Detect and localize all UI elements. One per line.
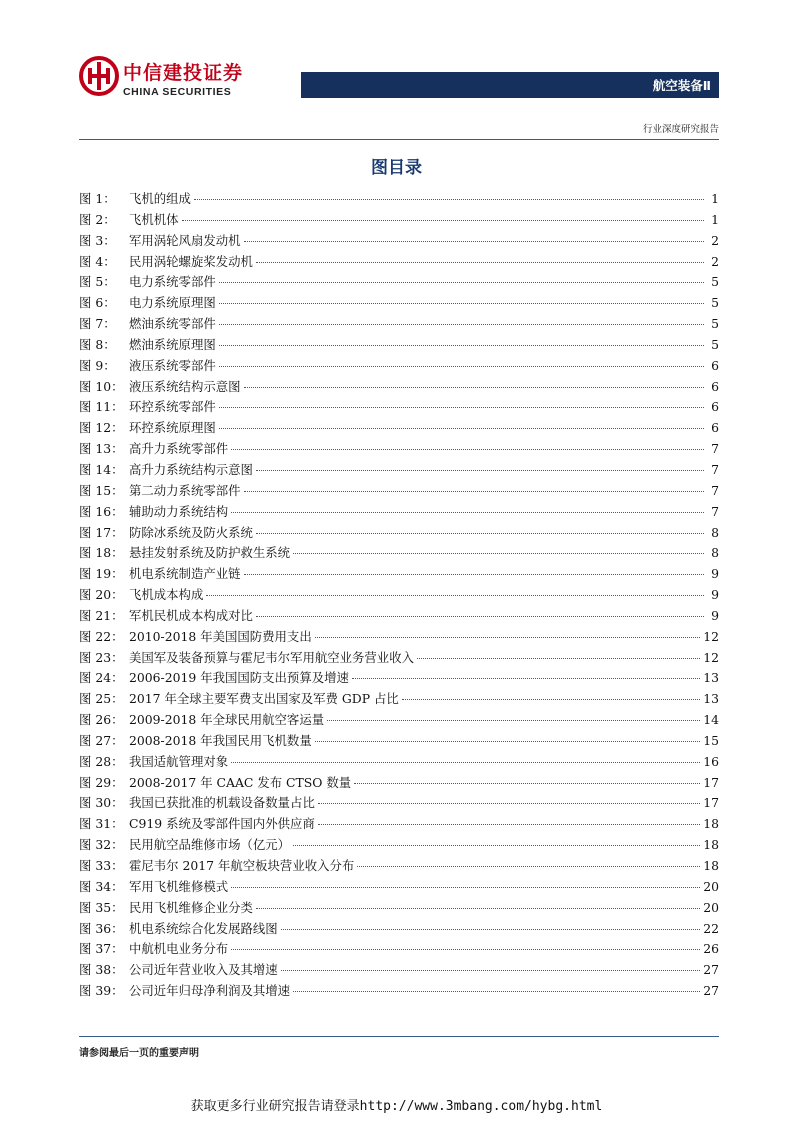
toc-page-number: 18 <box>703 816 719 832</box>
toc-page-number: 7 <box>711 503 719 519</box>
toc-page-number: 5 <box>711 316 719 332</box>
toc-entry[interactable] <box>79 939 719 960</box>
toc-dot-leader <box>354 783 700 784</box>
toc-page-number: 27 <box>703 962 719 978</box>
toc-figure-number: 图 5： <box>79 274 116 290</box>
toc-entry[interactable] <box>79 189 719 210</box>
toc-figure-number: 图 15： <box>79 482 124 498</box>
toc-page-number: 7 <box>711 482 719 498</box>
toc-figure-number: 图 31： <box>79 816 124 832</box>
toc-entry[interactable] <box>79 543 719 564</box>
toc-dot-leader <box>315 741 701 742</box>
toc-figure-title: 我国已获批准的机载设备数量占比 <box>129 795 315 811</box>
toc-dot-leader <box>402 699 700 700</box>
toc-figure-title: 飞机成本构成 <box>129 587 204 603</box>
toc-figure-number: 图 6： <box>79 295 116 311</box>
page-header <box>79 52 719 104</box>
toc-dot-leader <box>315 637 701 638</box>
toc-entry[interactable] <box>79 856 719 877</box>
toc-figure-title: 2008-2017 年 CAAC 发布 CTSO 数量 <box>129 774 352 790</box>
toc-figure-number: 图 35： <box>79 899 124 915</box>
toc-dot-leader <box>231 887 700 888</box>
toc-figure-number: 图 23： <box>79 649 124 665</box>
toc-entry[interactable] <box>79 919 719 940</box>
toc-page-number: 7 <box>711 461 719 477</box>
toc-figure-title: 美国军及装备预算与霍尼韦尔军用航空业务营业收入 <box>129 649 414 665</box>
toc-figure-number: 图 2： <box>79 211 116 227</box>
toc-entry[interactable] <box>79 397 719 418</box>
toc-entry[interactable] <box>79 460 719 481</box>
toc-dot-leader <box>318 803 700 804</box>
toc-figure-number: 图 16： <box>79 503 124 519</box>
toc-figure-number: 图 21： <box>79 607 124 623</box>
toc-page-number: 18 <box>703 858 719 873</box>
toc-page-number: 20 <box>703 878 719 894</box>
toc-page-number: 1 <box>711 211 719 227</box>
toc-figure-title: 电力系统零部件 <box>129 274 216 290</box>
toc-dot-leader <box>244 491 704 492</box>
toc-entry[interactable] <box>79 293 719 314</box>
toc-page-number: 2 <box>711 253 719 269</box>
toc-page-number: 1 <box>711 191 719 206</box>
toc-page-number: 18 <box>703 837 719 853</box>
toc-entry[interactable] <box>79 835 719 856</box>
toc-figure-number: 图 14： <box>79 461 124 477</box>
toc-page-number: 15 <box>703 732 719 748</box>
toc-figure-number: 图 13： <box>79 441 124 457</box>
toc-figure-number: 图 28： <box>79 753 124 769</box>
toc-entry[interactable] <box>79 481 719 502</box>
toc-figure-number: 图 20： <box>79 587 124 603</box>
toc-figure-title: 液压系统结构示意图 <box>129 378 241 394</box>
toc-dot-leader <box>244 574 704 575</box>
toc-figure-number: 图 36： <box>79 920 124 936</box>
toc-figure-number: 图 8： <box>79 336 116 352</box>
toc-entry[interactable] <box>79 252 719 273</box>
toc-page-number: 5 <box>711 295 719 311</box>
toc-figure-title: 燃油系统零部件 <box>129 316 216 332</box>
toc-figure-number: 图 29： <box>79 774 124 790</box>
toc-entry[interactable] <box>79 689 719 710</box>
toc-dot-leader <box>256 533 704 534</box>
toc-dot-leader <box>219 324 704 325</box>
toc-figure-title: 电力系统原理图 <box>129 295 216 311</box>
toc-entry[interactable] <box>79 773 719 794</box>
toc-dot-leader <box>244 387 704 388</box>
toc-figure-number: 图 4： <box>79 253 116 269</box>
toc-page-number: 16 <box>703 753 719 769</box>
toc-figure-title: 军用涡轮风扇发动机 <box>129 232 241 248</box>
logo-english-name: CHINA SECURITIES <box>123 86 232 98</box>
toc-figure-title: 中航机电业务分布 <box>129 941 229 957</box>
toc-dot-leader <box>352 678 700 679</box>
toc-figure-title: 环控系统原理图 <box>129 420 216 436</box>
toc-figure-title: 2008-2018 年我国民用飞机数量 <box>129 732 312 748</box>
toc-entry[interactable] <box>79 356 719 377</box>
toc-dot-leader <box>357 866 700 867</box>
toc-dot-leader <box>293 845 700 846</box>
toc-figure-number: 图 33： <box>79 858 124 873</box>
toc-page-number: 8 <box>711 545 719 561</box>
toc-entry[interactable] <box>79 210 719 231</box>
toc-figure-title: 第二动力系统零部件 <box>129 482 241 498</box>
toc-figure-number: 图 39： <box>79 983 124 999</box>
company-logo <box>79 56 259 100</box>
toc-figure-title: 悬挂发射系统及防护救生系统 <box>129 545 291 561</box>
toc-page-number: 9 <box>711 607 719 623</box>
figure-table-of-contents <box>79 189 719 1002</box>
toc-figure-number: 图 18： <box>79 545 124 561</box>
toc-figure-title: C919 系统及零部件国内外供应商 <box>129 816 315 832</box>
toc-page-number: 13 <box>703 691 719 707</box>
toc-page-number: 9 <box>711 587 719 603</box>
toc-figure-number: 图 30： <box>79 795 124 811</box>
toc-entry[interactable] <box>79 814 719 835</box>
report-type-label: 行业深度研究报告 <box>642 124 719 135</box>
toc-figure-title: 2006-2019 年我国国防支出预算及增速 <box>129 670 349 686</box>
toc-dot-leader <box>231 762 700 763</box>
toc-figure-title: 高升力系统结构示意图 <box>129 461 253 477</box>
toc-figure-number: 图 27： <box>79 732 124 748</box>
toc-page-number: 6 <box>711 357 719 373</box>
toc-page-number: 22 <box>703 920 719 936</box>
toc-dot-leader <box>219 303 704 304</box>
toc-page-number: 12 <box>703 628 719 644</box>
toc-figure-title: 2009-2018 年全球民用航空客运量 <box>129 712 325 728</box>
toc-entry[interactable] <box>79 648 719 669</box>
toc-page-number: 5 <box>711 336 719 352</box>
toc-page-number: 8 <box>711 524 719 540</box>
toc-figure-title: 民用涡轮螺旋桨发动机 <box>129 253 253 269</box>
toc-page-number: 9 <box>711 566 719 582</box>
sector-label: 航空装备Ⅱ <box>652 78 711 93</box>
toc-figure-title: 公司近年归母净利润及其增速 <box>129 983 291 999</box>
toc-dot-leader <box>182 220 704 221</box>
toc-page-number: 12 <box>703 649 719 665</box>
toc-figure-number: 图 24： <box>79 670 124 686</box>
toc-dot-leader <box>231 512 704 513</box>
toc-figure-title: 2010-2018 年美国国防费用支出 <box>129 628 312 644</box>
toc-figure-title: 我国适航管理对象 <box>129 753 229 769</box>
toc-entry[interactable] <box>79 585 719 606</box>
toc-dot-leader <box>327 720 700 721</box>
toc-figure-number: 图 37： <box>79 941 124 957</box>
toc-dot-leader <box>281 970 701 971</box>
toc-dot-leader <box>231 949 700 950</box>
toc-page-number: 6 <box>711 378 719 394</box>
toc-figure-title: 军机民机成本构成对比 <box>129 607 253 623</box>
toc-figure-number: 图 11： <box>79 399 124 415</box>
toc-figure-title: 民用飞机维修企业分类 <box>129 899 253 915</box>
toc-dot-leader <box>231 449 704 450</box>
toc-entry[interactable] <box>79 523 719 544</box>
toc-dot-leader <box>318 824 700 825</box>
toc-figure-title: 民用航空品维修市场（亿元） <box>129 837 291 853</box>
toc-page-number: 5 <box>711 274 719 290</box>
toc-dot-leader <box>417 658 700 659</box>
toc-figure-number: 图 7： <box>79 316 116 332</box>
toc-page-number: 6 <box>711 399 719 415</box>
toc-figure-number: 图 25： <box>79 691 124 707</box>
toc-figure-number: 图 19： <box>79 566 124 582</box>
toc-page-number: 26 <box>703 941 719 957</box>
toc-entry[interactable] <box>79 272 719 293</box>
logo-mark-icon <box>79 56 119 96</box>
toc-page-number: 6 <box>711 420 719 436</box>
toc-page-number: 17 <box>703 795 719 811</box>
toc-figure-title: 公司近年营业收入及其增速 <box>129 962 278 978</box>
toc-figure-number: 图 22： <box>79 628 124 644</box>
toc-dot-leader <box>219 282 704 283</box>
toc-entry[interactable] <box>79 752 719 773</box>
toc-figure-title: 霍尼韦尔 2017 年航空板块营业收入分布 <box>129 858 355 873</box>
toc-entry[interactable] <box>79 314 719 335</box>
toc-figure-number: 图 3： <box>79 232 116 248</box>
toc-figure-title: 飞机的组成 <box>129 191 191 206</box>
toc-entry[interactable] <box>79 877 719 898</box>
toc-dot-leader <box>194 199 704 200</box>
toc-entry[interactable] <box>79 564 719 585</box>
toc-figure-number: 图 38： <box>79 962 124 978</box>
toc-figure-number: 图 12： <box>79 420 124 436</box>
toc-entry[interactable] <box>79 335 719 356</box>
toc-entry[interactable] <box>79 502 719 523</box>
toc-entry[interactable] <box>79 710 719 731</box>
toc-dot-leader <box>293 553 704 554</box>
toc-entry[interactable] <box>79 439 719 460</box>
toc-figure-number: 图 10： <box>79 378 124 394</box>
toc-entry[interactable] <box>79 731 719 752</box>
toc-figure-title: 机电系统综合化发展路线图 <box>129 920 278 936</box>
toc-entry[interactable] <box>79 793 719 814</box>
toc-dot-leader <box>244 241 704 242</box>
toc-entry[interactable] <box>79 898 719 919</box>
toc-figure-title: 辅助动力系统结构 <box>129 503 229 519</box>
toc-figure-title: 燃油系统原理图 <box>129 336 216 352</box>
toc-figure-title: 高升力系统零部件 <box>129 441 229 457</box>
toc-figure-number: 图 17： <box>79 524 124 540</box>
toc-entry[interactable] <box>79 377 719 398</box>
footer-divider <box>79 1036 719 1037</box>
toc-entry[interactable] <box>79 981 719 1002</box>
toc-page-number: 7 <box>711 441 719 457</box>
header-divider <box>79 139 719 140</box>
toc-figure-number: 图 26： <box>79 712 124 728</box>
toc-dot-leader <box>256 470 704 471</box>
page-title: 图目录 <box>371 158 422 178</box>
toc-figure-number: 图 34： <box>79 878 124 894</box>
toc-figure-title: 液压系统零部件 <box>129 357 216 373</box>
toc-figure-number: 图 32： <box>79 837 124 853</box>
toc-figure-title: 飞机机体 <box>129 211 179 227</box>
toc-figure-title: 2017 年全球主要军费支出国家及军费 GDP 占比 <box>129 691 399 707</box>
toc-dot-leader <box>281 929 701 930</box>
toc-page-number: 27 <box>703 983 719 999</box>
logo-chinese-name: 中信建投证券 <box>123 62 244 84</box>
toc-dot-leader <box>219 345 704 346</box>
toc-dot-leader <box>206 595 704 596</box>
toc-figure-number: 图 9： <box>79 357 116 373</box>
toc-page-number: 17 <box>703 774 719 790</box>
toc-entry[interactable] <box>79 627 719 648</box>
toc-dot-leader <box>219 366 704 367</box>
toc-dot-leader <box>219 407 704 408</box>
toc-page-number: 20 <box>703 899 719 915</box>
toc-figure-title: 防除冰系统及防火系统 <box>129 524 253 540</box>
source-link-text: 获取更多行业研究报告请登录http://www.3mbang.com/hybg.html <box>190 1099 603 1114</box>
toc-entry[interactable] <box>79 960 719 981</box>
toc-page-number: 14 <box>703 712 719 728</box>
toc-dot-leader <box>293 991 700 992</box>
toc-entry[interactable] <box>79 606 719 627</box>
toc-page-number: 2 <box>711 232 719 248</box>
toc-figure-title: 环控系统零部件 <box>129 399 216 415</box>
toc-dot-leader <box>256 908 700 909</box>
toc-dot-leader <box>219 428 704 429</box>
toc-page-number: 13 <box>703 670 719 686</box>
toc-entry[interactable] <box>79 418 719 439</box>
toc-dot-leader <box>256 616 704 617</box>
toc-entry[interactable] <box>79 668 719 689</box>
disclaimer-note: 请参阅最后一页的重要声明 <box>79 1048 199 1059</box>
toc-figure-number: 图 1： <box>79 191 116 206</box>
toc-entry[interactable] <box>79 231 719 252</box>
toc-dot-leader <box>256 262 704 263</box>
toc-figure-title: 军用飞机维修模式 <box>129 878 229 894</box>
toc-figure-title: 机电系统制造产业链 <box>129 566 241 582</box>
sector-banner <box>301 72 719 98</box>
